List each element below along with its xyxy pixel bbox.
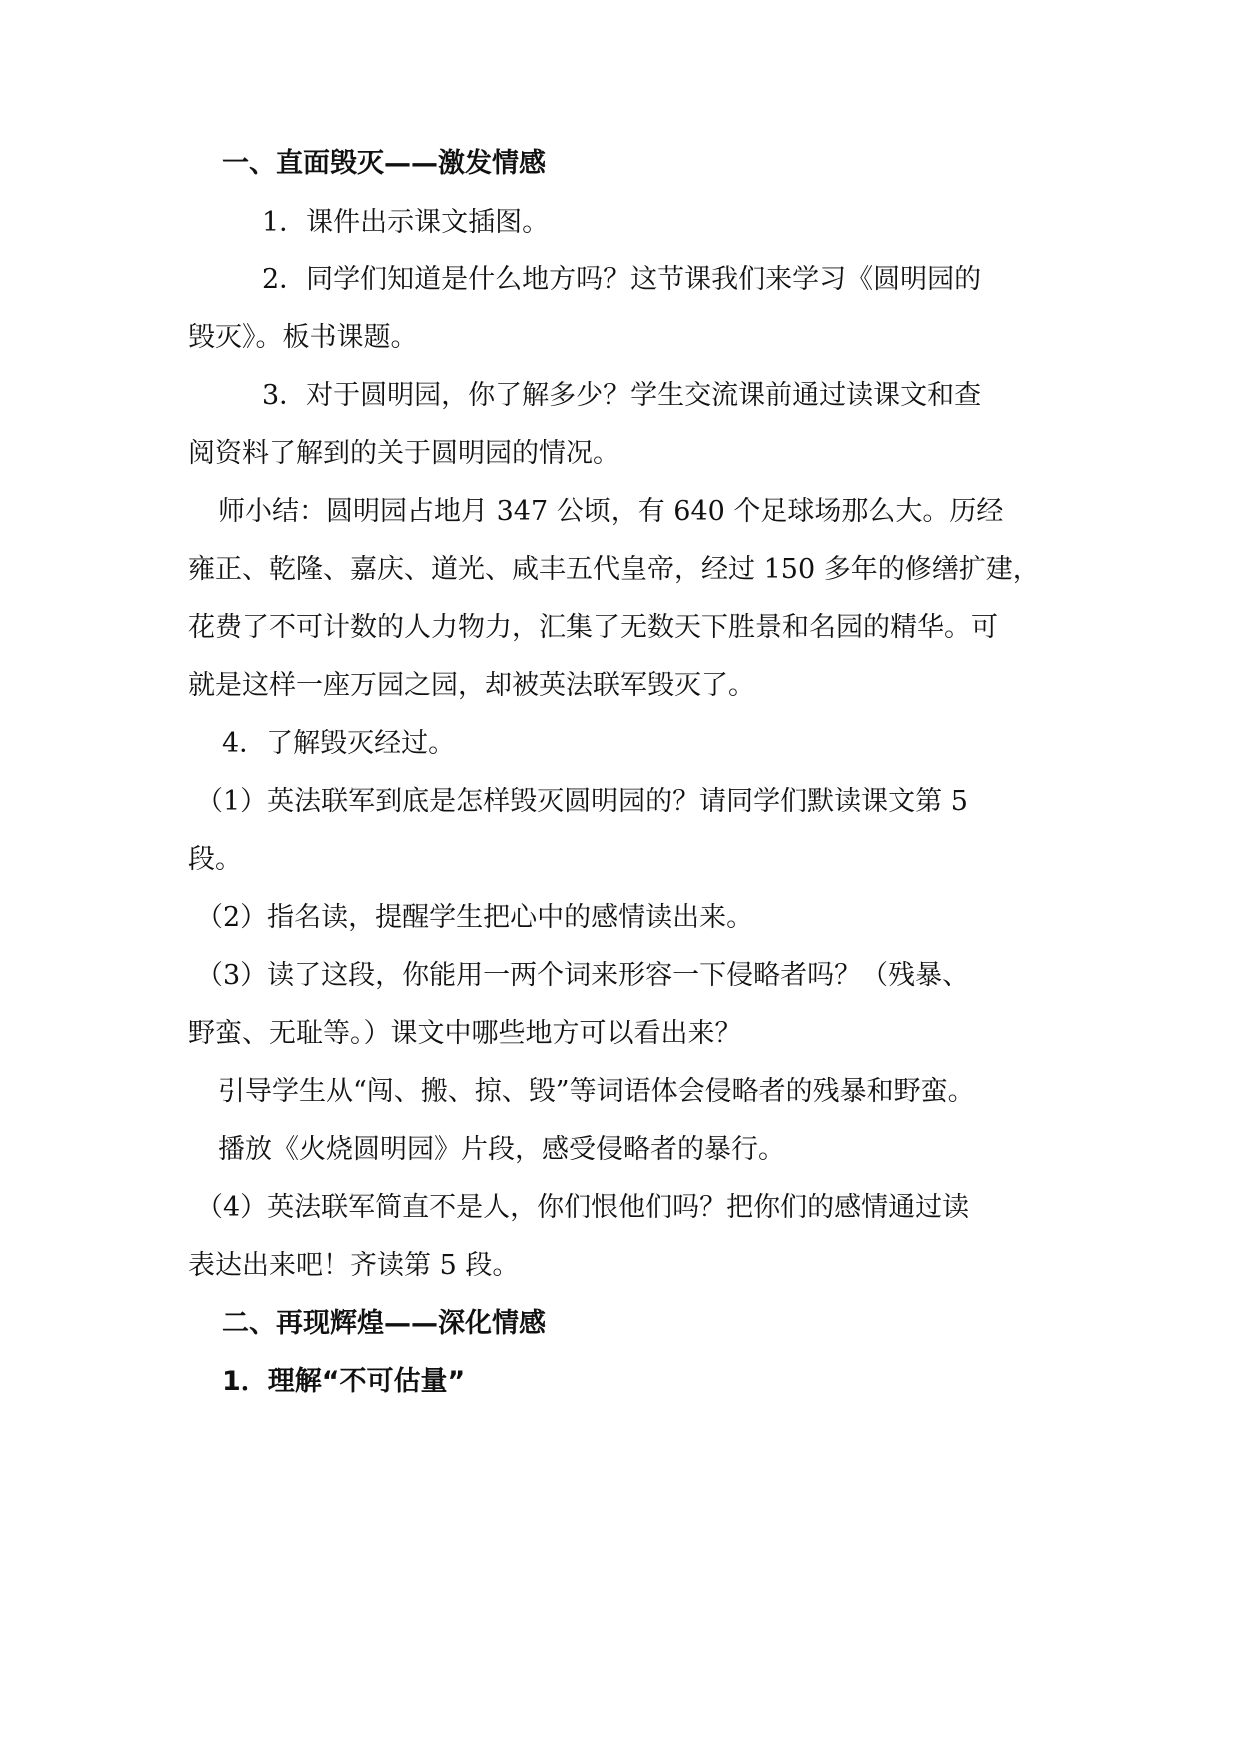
- summary-line-1: 师小结：圆明园占地月 347 公顷，有 640 个足球场那么大。历经: [218, 496, 1004, 527]
- sub-item-4-line-2: 表达出来吧！齐读第 5 段。: [188, 1250, 520, 1281]
- summary-line-4: 就是这样一座万园之园，却被英法联军毁灭了。: [188, 670, 755, 701]
- play-text: 播放《火烧圆明园》片段，感受侵略者的暴行。: [218, 1134, 785, 1165]
- item-1: 1．课件出示课文插图。: [262, 207, 550, 238]
- sub-item-1-line-1: （1）英法联军到底是怎样毁灭圆明园的？请同学们默读课文第 5: [196, 786, 968, 817]
- item-4: 4．了解毁灭经过。: [222, 728, 456, 759]
- sub-item-3-line-1: （3）读了这段，你能用一两个词来形容一下侵略者吗？（残暴、: [196, 960, 970, 991]
- item-3-line-1: 3．对于圆明园，你了解多少？学生交流课前通过读课文和查: [262, 380, 982, 411]
- sub-item-2: （2）指名读，提醒学生把心中的感情读出来。: [196, 902, 754, 933]
- item-2-line-2: 毁灭》。板书课题。: [188, 322, 418, 353]
- summary-line-3: 花费了不可计数的人力物力，汇集了无数天下胜景和名园的精华。可: [188, 612, 998, 643]
- section-2-item-1: 1．理解“不可估量”: [222, 1366, 466, 1397]
- sub-item-1-line-2: 段。: [188, 844, 242, 875]
- item-3-line-2: 阅资料了解到的关于圆明园的情况。: [188, 438, 620, 469]
- sub-item-4-line-1: （4）英法联军简直不是人，你们恨他们吗？把你们的感情通过读: [196, 1192, 970, 1223]
- summary-line-2: 雍正、乾隆、嘉庆、道光、咸丰五代皇帝，经过 150 多年的修缮扩建，: [188, 554, 1040, 585]
- section-heading-2: 二、再现辉煌——深化情感: [222, 1308, 546, 1339]
- sub-item-3-line-2: 野蛮、无耻等。）课文中哪些地方可以看出来？: [188, 1018, 742, 1049]
- section-heading-1: 一、直面毁灭——激发情感: [222, 148, 546, 179]
- item-2-line-1: 2．同学们知道是什么地方吗？这节课我们来学习《圆明园的: [262, 264, 982, 295]
- guide-text: 引导学生从“闯、搬、掠、毁”等词语体会侵略者的残暴和野蛮。: [218, 1076, 975, 1107]
